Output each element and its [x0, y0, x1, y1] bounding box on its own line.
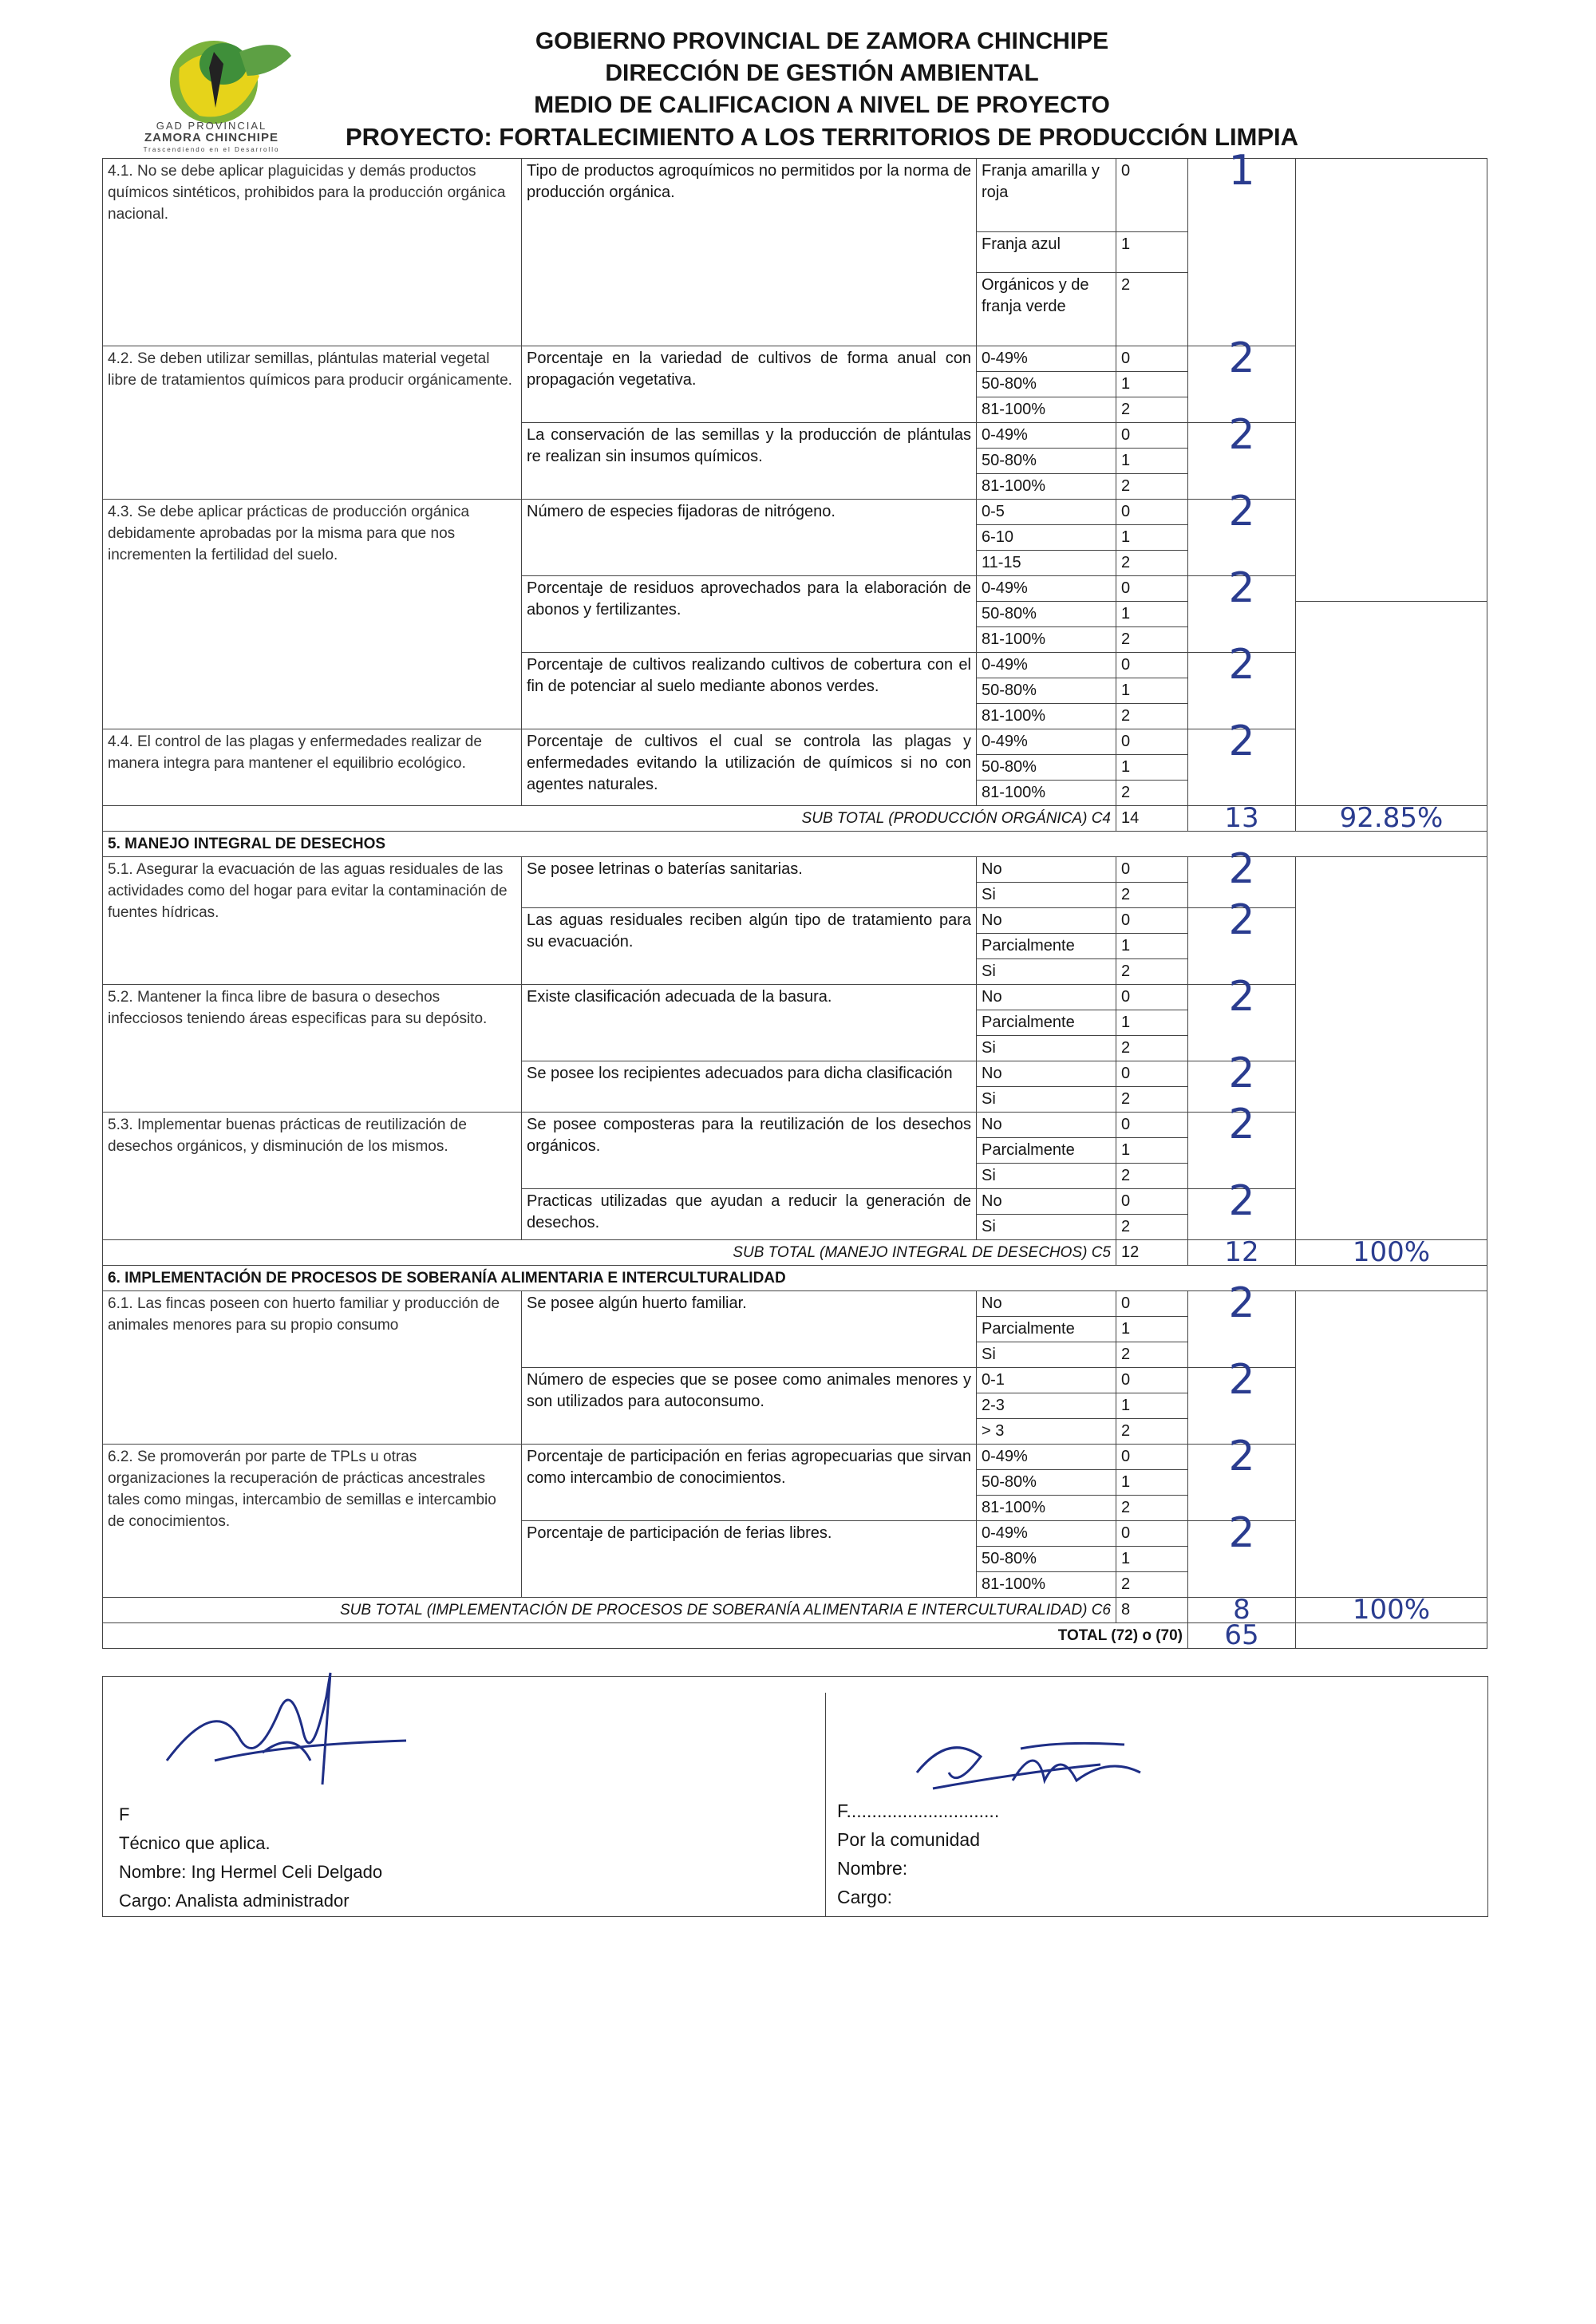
total-label: TOTAL (72) o (70) — [103, 1623, 1188, 1649]
points: 2 — [1116, 959, 1188, 985]
handwritten-score: 2 — [1188, 1368, 1296, 1445]
indicator: Número de especies fijadoras de nitrógeno. — [522, 500, 977, 576]
option: Parcialmente — [977, 1010, 1116, 1036]
header-line1: GOBIERNO PROVINCIAL DE ZAMORA CHINCHIPE — [535, 28, 1109, 54]
indicator: Porcentaje de residuos aprovechados para la elaboración de abonos y fertilizantes. — [522, 576, 977, 653]
points: 2 — [1116, 272, 1188, 346]
section-title: 6. IMPLEMENTACIÓN DE PROCESOS DE SOBERANÍA ALIMENTARIA E INTERCULTURALIDAD — [103, 1266, 1487, 1291]
handwritten-score: 2 — [1188, 985, 1296, 1061]
section-title: 5. MANEJO INTEGRAL DE DESECHOS — [103, 832, 1487, 857]
points: 1 — [1116, 755, 1188, 781]
option: 50-80% — [977, 755, 1116, 781]
handwritten-score: 2 — [1188, 653, 1296, 729]
logo-text — [120, 120, 303, 156]
logo-line3: Trascendiendo en el Desarrollo — [143, 146, 280, 153]
option: No — [977, 1061, 1116, 1087]
blank-cell — [1296, 1623, 1487, 1649]
header-project: PROYECTO: FORTALECIMIENTO A LOS TERRITORIOS DE PRODUCCIÓN LIMPIA — [345, 123, 1299, 151]
handwritten-score: 2 — [1188, 857, 1296, 908]
signature-left-f: F — [119, 1804, 130, 1824]
handwritten-score: 2 — [1188, 423, 1296, 500]
option: Si — [977, 1215, 1116, 1240]
points: 0 — [1116, 1061, 1188, 1087]
handwritten-score: 2 — [1188, 1189, 1296, 1240]
option: No — [977, 908, 1116, 934]
subtotal-value: 12 — [1116, 1240, 1188, 1266]
handwritten-subtotal: 12 — [1188, 1240, 1296, 1266]
indicator: Las aguas residuales reciben algún tipo de tratamiento para su evacuación. — [522, 908, 977, 985]
indicator: Practicas utilizadas que ayudan a reducir la generación de desechos. — [522, 1189, 977, 1240]
option: 50-80% — [977, 1470, 1116, 1496]
option: 0-49% — [977, 423, 1116, 449]
signature-right-cargo: Cargo: — [837, 1887, 893, 1907]
option: Parcialmente — [977, 1138, 1116, 1164]
points: 1 — [1116, 232, 1188, 272]
document-header — [303, 26, 1341, 153]
points: 1 — [1116, 1010, 1188, 1036]
points: 2 — [1116, 1087, 1188, 1113]
points: 0 — [1116, 857, 1188, 883]
points: 2 — [1116, 1036, 1188, 1061]
points: 0 — [1116, 908, 1188, 934]
criterion-5-1: 5.1. Asegurar la evacuación de las aguas residuales de las actividades como del hogar para evitar la contaminación de fuentes hídricas. — [103, 857, 522, 985]
subtotal-value: 8 — [1116, 1598, 1188, 1623]
handwritten-score: 2 — [1188, 729, 1296, 806]
option: 81-100% — [977, 704, 1116, 729]
points: 2 — [1116, 551, 1188, 576]
indicator: Porcentaje de cultivos realizando cultivos de cobertura con el fin de potenciar al suelo mediante abonos verdes. — [522, 653, 977, 729]
blank-cell — [1296, 159, 1487, 602]
signature-right-f: F.............................. — [837, 1800, 1000, 1821]
option: Franja azul — [977, 232, 1116, 272]
signature-left — [119, 1800, 382, 1915]
points: 1 — [1116, 1393, 1188, 1419]
subtotal-value: 14 — [1116, 806, 1188, 832]
option: Si — [977, 1164, 1116, 1189]
points: 1 — [1116, 1470, 1188, 1496]
subtotal-label: SUB TOTAL (MANEJO INTEGRAL DE DESECHOS) C5 — [103, 1240, 1116, 1266]
handwritten-percent: 100% — [1296, 1240, 1487, 1266]
option: 6-10 — [977, 525, 1116, 551]
subtotal-row — [103, 1240, 1487, 1266]
points: 2 — [1116, 397, 1188, 423]
option: 50-80% — [977, 602, 1116, 627]
blank-cell — [1296, 1291, 1487, 1598]
points: 1 — [1116, 678, 1188, 704]
subtotal-label: SUB TOTAL (PRODUCCIÓN ORGÁNICA) C4 — [103, 806, 1116, 832]
option: 50-80% — [977, 678, 1116, 704]
handwritten-subtotal: 13 — [1188, 806, 1296, 832]
option: 50-80% — [977, 1547, 1116, 1572]
handwritten-score: 2 — [1188, 500, 1296, 576]
option: Parcialmente — [977, 934, 1116, 959]
points: 2 — [1116, 1496, 1188, 1521]
points: 1 — [1116, 1317, 1188, 1342]
option: Si — [977, 1036, 1116, 1061]
indicator: Se posee letrinas o baterías sanitarias. — [522, 857, 977, 908]
header-line3: MEDIO DE CALIFICACION A NIVEL DE PROYECTO — [534, 92, 1110, 118]
option: No — [977, 1113, 1116, 1138]
option: 81-100% — [977, 1496, 1116, 1521]
criterion-6-2: 6.2. Se promoverán por parte de TPLs u otras organizaciones la recuperación de prácticas ancestrales tales como mingas, intercambio de semillas e intercambio de conocimientos. — [103, 1445, 522, 1598]
option: 0-49% — [977, 729, 1116, 755]
subtotal-row — [103, 806, 1487, 832]
points: 0 — [1116, 653, 1188, 678]
handwritten-score: 2 — [1188, 576, 1296, 653]
indicator: Tipo de productos agroquímicos no permitidos por la norma de producción orgánica. — [522, 159, 977, 346]
option: No — [977, 1189, 1116, 1215]
option: 81-100% — [977, 474, 1116, 500]
option: No — [977, 1291, 1116, 1317]
option: 50-80% — [977, 372, 1116, 397]
logo-line2: ZAMORA CHINCHIPE — [144, 131, 279, 144]
blank-cell — [1296, 857, 1487, 1240]
points: 1 — [1116, 1547, 1188, 1572]
points: 2 — [1116, 704, 1188, 729]
option: 0-49% — [977, 1521, 1116, 1547]
handwritten-score: 2 — [1188, 1445, 1296, 1521]
points: 0 — [1116, 423, 1188, 449]
indicator: Se posee composteras para la reutilización de los desechos orgánicos. — [522, 1113, 977, 1189]
criterion-4-3: 4.3. Se debe aplicar prácticas de producción orgánica debidamente aprobadas por la misma para que nos incrementen la fertilidad del suelo. — [103, 500, 522, 729]
points: 1 — [1116, 449, 1188, 474]
option: 0-49% — [977, 576, 1116, 602]
indicator: Existe clasificación adecuada de la basura. — [522, 985, 977, 1061]
option: 0-5 — [977, 500, 1116, 525]
option: Orgánicos y de franja verde — [977, 272, 1116, 346]
points: 1 — [1116, 934, 1188, 959]
option: No — [977, 985, 1116, 1010]
criterion-4-1: 4.1. No se debe aplicar plaguicidas y demás productos químicos sintéticos, prohibidos para la producción orgánica nacional. — [103, 159, 522, 346]
option: 50-80% — [977, 449, 1116, 474]
signature-left-cargo: Cargo: Analista administrador — [119, 1891, 350, 1911]
signature-left-role: Técnico que aplica. — [119, 1833, 271, 1853]
subtotal-row — [103, 1598, 1487, 1623]
points: 0 — [1116, 1445, 1188, 1470]
criterion-5-3: 5.3. Implementar buenas prácticas de reutilización de desechos orgánicos, y disminución de los mismos. — [103, 1113, 522, 1240]
option: 81-100% — [977, 397, 1116, 423]
criterion-5-2: 5.2. Mantener la finca libre de basura o desechos infecciosos teniendo áreas especificas para su depósito. — [103, 985, 522, 1113]
points: 0 — [1116, 1521, 1188, 1547]
points: 1 — [1116, 602, 1188, 627]
handwritten-score: 2 — [1188, 1113, 1296, 1189]
option: 11-15 — [977, 551, 1116, 576]
points: 0 — [1116, 576, 1188, 602]
option: 0-49% — [977, 1445, 1116, 1470]
handwritten-score: 2 — [1188, 908, 1296, 985]
signature-right-name: Nombre: — [837, 1858, 908, 1879]
option: 2-3 — [977, 1393, 1116, 1419]
points: 1 — [1116, 372, 1188, 397]
total-row — [103, 1623, 1487, 1649]
criterion-4-4: 4.4. El control de las plagas y enfermedades realizar de manera integra para mantener el equilibrio ecológico. — [103, 729, 522, 806]
option: Si — [977, 883, 1116, 908]
handwritten-total: 65 — [1188, 1623, 1296, 1649]
criterion-4-2: 4.2. Se deben utilizar semillas, plántulas material vegetal libre de tratamientos químicos para producir orgánicamente. — [103, 346, 522, 500]
points: 2 — [1116, 1419, 1188, 1445]
handwritten-score: 2 — [1188, 1521, 1296, 1598]
option: 81-100% — [977, 1572, 1116, 1598]
indicator: Se posee los recipientes adecuados para dicha clasificación — [522, 1061, 977, 1113]
points: 2 — [1116, 1164, 1188, 1189]
indicator: Porcentaje de cultivos el cual se controla las plagas y enfermedades evitando la utilización de químicos si no con agentes naturales. — [522, 729, 977, 806]
handwritten-score: 2 — [1188, 346, 1296, 423]
handwritten-score: 2 — [1188, 1291, 1296, 1368]
points: 0 — [1116, 729, 1188, 755]
header-line2: DIRECCIÓN DE GESTIÓN AMBIENTAL — [605, 60, 1039, 86]
points: 2 — [1116, 1215, 1188, 1240]
option: 0-1 — [977, 1368, 1116, 1393]
points: 2 — [1116, 1342, 1188, 1368]
signature-left-name: Nombre: Ing Hermel Celi Delgado — [119, 1862, 383, 1882]
criterion-6-1: 6.1. Las fincas poseen con huerto familiar y producción de animales menores para su propio consumo — [103, 1291, 522, 1445]
signature-right — [837, 1796, 999, 1911]
points: 0 — [1116, 346, 1188, 372]
indicator: Porcentaje en la variedad de cultivos de forma anual con propagación vegetativa. — [522, 346, 977, 423]
option: Si — [977, 1342, 1116, 1368]
handwritten-score: 1 — [1188, 159, 1296, 346]
points: 2 — [1116, 781, 1188, 806]
option: Franja amarilla y roja — [977, 159, 1116, 232]
divider — [825, 1693, 826, 1916]
indicator: Porcentaje de participación en ferias agropecuarias que sirvan como intercambio de conocimientos. — [522, 1445, 977, 1521]
logo-line1: GAD PROVINCIAL — [156, 120, 267, 132]
option: 81-100% — [977, 781, 1116, 806]
option: 81-100% — [977, 627, 1116, 653]
option: Si — [977, 959, 1116, 985]
indicator: Se posee algún huerto familiar. — [522, 1291, 977, 1368]
signature-left-icon — [119, 1665, 454, 1800]
points: 2 — [1116, 1572, 1188, 1598]
handwritten-percent: 100% — [1296, 1598, 1487, 1623]
points: 0 — [1116, 159, 1188, 232]
points: 0 — [1116, 1291, 1188, 1317]
points: 2 — [1116, 883, 1188, 908]
signature-block — [102, 1676, 1488, 1917]
indicator: Porcentaje de participación de ferias libres. — [522, 1521, 977, 1598]
points: 2 — [1116, 474, 1188, 500]
option: Si — [977, 1087, 1116, 1113]
option: No — [977, 857, 1116, 883]
indicator: Número de especies que se posee como animales menores y son utilizados para autoconsumo. — [522, 1368, 977, 1445]
points: 2 — [1116, 627, 1188, 653]
points: 1 — [1116, 525, 1188, 551]
option: 0-49% — [977, 346, 1116, 372]
points: 1 — [1116, 1138, 1188, 1164]
option: > 3 — [977, 1419, 1116, 1445]
handwritten-percent: 92.85% — [1296, 806, 1487, 832]
indicator: La conservación de las semillas y la producción de plántulas re realizan sin insumos químicos. — [522, 423, 977, 500]
option: 0-49% — [977, 653, 1116, 678]
points: 0 — [1116, 1113, 1188, 1138]
points: 0 — [1116, 985, 1188, 1010]
points: 0 — [1116, 500, 1188, 525]
subtotal-label: SUB TOTAL (IMPLEMENTACIÓN DE PROCESOS DE SOBERANÍA ALIMENTARIA E INTERCULTURALIDAD) C6 — [103, 1598, 1116, 1623]
handwritten-subtotal: 8 — [1188, 1598, 1296, 1623]
signature-right-role: Por la comunidad — [837, 1829, 980, 1850]
handwritten-score: 2 — [1188, 1061, 1296, 1113]
points: 0 — [1116, 1189, 1188, 1215]
points: 0 — [1116, 1368, 1188, 1393]
table-row — [103, 159, 1487, 232]
option: Parcialmente — [977, 1317, 1116, 1342]
